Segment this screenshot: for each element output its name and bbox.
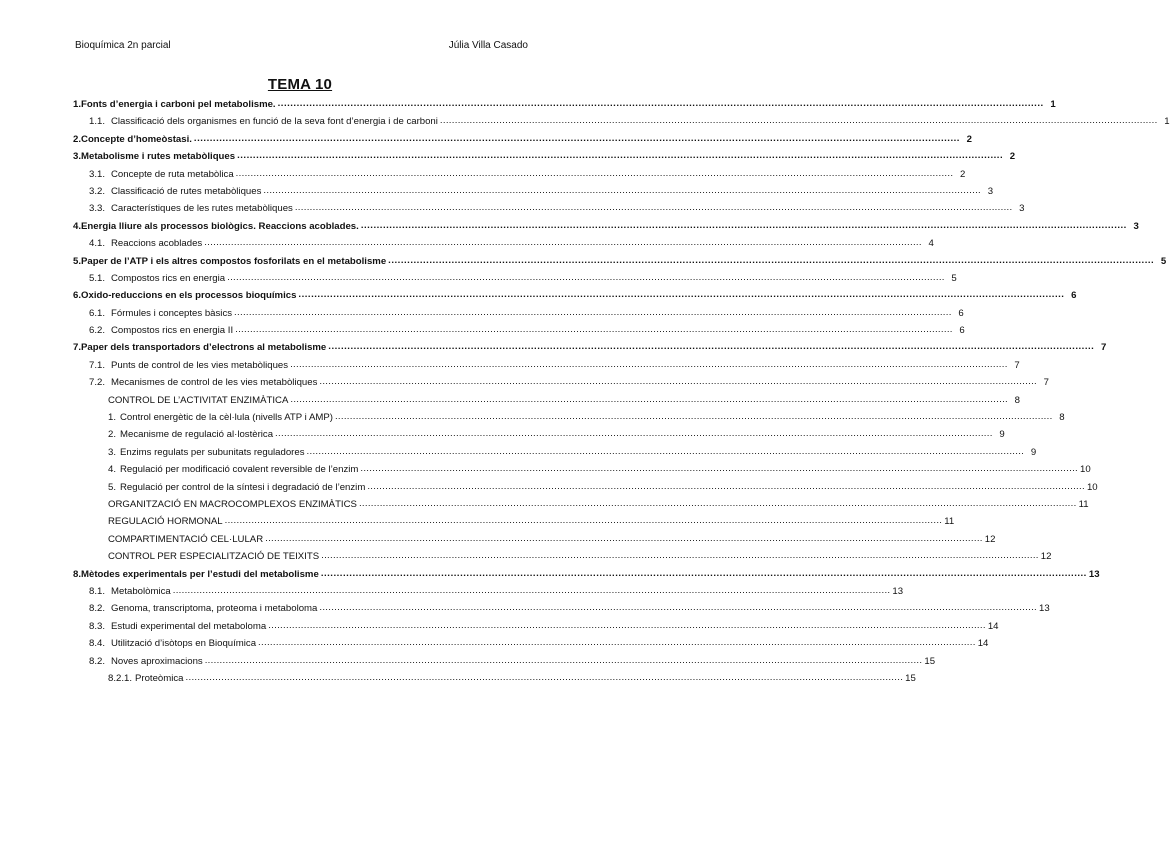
toc-entry[interactable] [73, 464, 1091, 481]
toc-entry-number: 3.2. [89, 185, 106, 197]
toc-entry[interactable] [73, 620, 999, 638]
toc-entry-number: 4. [108, 464, 117, 476]
toc-entry-title: Classificació de rutes metabòliques [111, 185, 262, 197]
toc-entry-page: 3 [987, 185, 994, 197]
toc-dot-leader [321, 568, 1087, 579]
toc-entry-number: 6.1. [89, 307, 106, 319]
toc-entry-number: 7. [73, 342, 82, 354]
toc-entry-title: CONTROL PER ESPECIALITZACIÓ DE TEIXITS [108, 551, 320, 563]
toc-entry-page: 11 [944, 516, 955, 528]
toc-dot-leader [440, 115, 1158, 126]
toc-entry-page: 11 [1078, 498, 1089, 510]
toc-entry-title: Utilització d’isòtops en Bioquímica [111, 638, 257, 650]
page-title: TEMA 10 [267, 76, 333, 93]
toc-entry-page: 8 [1059, 412, 1065, 424]
toc-entry-title: Proteòmica [135, 672, 184, 684]
toc-dot-leader [204, 237, 922, 248]
toc-entry-page: 3 [1019, 203, 1025, 215]
toc-entry-page: 7 [1014, 359, 1020, 371]
toc-entry-page: 10 [1080, 464, 1091, 476]
toc-entry[interactable] [73, 655, 936, 673]
toc-entry[interactable] [73, 498, 1089, 516]
toc-dot-leader [258, 637, 976, 648]
toc-entry-number: 2. [73, 133, 82, 145]
toc-entry[interactable] [73, 99, 1056, 116]
toc-entry-number: 8.3. [89, 620, 106, 632]
toc-dot-leader [227, 272, 945, 283]
toc-entry-title: Enzims regulats per subunitats reguladores [120, 446, 305, 458]
toc-dot-leader [225, 515, 943, 526]
toc-entry[interactable] [73, 603, 1050, 620]
toc-entry-page: 12 [984, 533, 996, 545]
toc-entry[interactable] [73, 585, 904, 603]
toc-dot-leader [237, 150, 1003, 161]
table-of-contents [73, 99, 1170, 690]
toc-entry-page: 7 [1043, 377, 1050, 389]
toc-entry-page: 2 [959, 168, 966, 180]
toc-entry-number: 8. [73, 568, 82, 580]
toc-entry-page: 1 [1164, 116, 1170, 128]
toc-entry[interactable] [73, 429, 1005, 446]
toc-entry-page: 14 [987, 620, 999, 632]
toc-entry-page: 6 [959, 325, 965, 337]
toc-dot-leader [234, 307, 952, 318]
toc-entry-number: 2. [108, 429, 117, 441]
toc-entry-page: 13 [892, 585, 904, 597]
toc-entry-title: Classificació dels organismes en funció de la seva font d’energia i de carboni [111, 116, 438, 128]
toc-entry-page: 5 [1160, 255, 1167, 267]
toc-entry-page: 9 [1030, 446, 1037, 458]
toc-dot-leader [319, 602, 1037, 613]
toc-dot-leader [295, 202, 1013, 213]
toc-dot-leader [275, 428, 993, 439]
toc-entry-title: Característiques de les rutes metabòliques [111, 203, 293, 215]
toc-dot-leader [361, 220, 1127, 231]
toc-entry-title: Control energètic de la cèl·lula (nivells ATP i AMP) [120, 412, 333, 424]
toc-dot-leader [360, 463, 1078, 474]
toc-dot-leader [205, 655, 923, 666]
toc-dot-leader [359, 498, 1077, 509]
toc-entry[interactable] [73, 325, 965, 342]
toc-entry-number: 5. [108, 481, 117, 493]
toc-entry[interactable] [73, 342, 1107, 359]
toc-entry-number: 1. [108, 412, 117, 424]
toc-entry-number: 8.2. [89, 655, 106, 667]
toc-entry-page: 5 [951, 272, 957, 284]
toc-entry-page: 3 [1133, 220, 1139, 232]
toc-dot-leader [335, 411, 1053, 422]
toc-entry-number: 4. [73, 220, 82, 232]
toc-entry[interactable] [73, 290, 1077, 307]
toc-entry-page: 4 [928, 238, 934, 250]
toc-entry-number: 3.3. [89, 203, 106, 215]
toc-entry[interactable] [73, 516, 955, 533]
toc-entry[interactable] [73, 672, 916, 690]
toc-entry-title: Paper dels transportadors d’electrons al metabolisme [81, 342, 327, 354]
header-author: Júlia Villa Casado [448, 40, 528, 51]
toc-entry-number: 3.1. [89, 168, 106, 180]
toc-entry-number: 8.2. [89, 603, 106, 615]
toc-entry-page: 6 [958, 307, 964, 319]
toc-entry-page: 9 [999, 429, 1005, 441]
toc-entry-title: Estudi experimental del metaboloma [111, 620, 267, 632]
toc-entry-title: COMPARTIMENTACIÓ CEL·LULAR [108, 533, 264, 545]
toc-dot-leader [328, 341, 1094, 352]
toc-entry-title: Regulació per modificació covalent reversible de l’enzim [120, 464, 359, 476]
toc-entry[interactable] [73, 412, 1065, 429]
toc-dot-leader [367, 481, 1085, 492]
toc-dot-leader [278, 98, 1044, 109]
toc-entry[interactable] [73, 481, 1098, 499]
toc-dot-leader [235, 324, 953, 335]
toc-entry-title: Regulació per control de la síntesi i degradació de l’enzim [120, 481, 366, 493]
toc-entry-number: 4.1. [89, 238, 106, 250]
toc-entry-number: 8.2.1. [108, 672, 133, 684]
toc-dot-leader [194, 133, 960, 144]
toc-entry[interactable] [73, 185, 994, 203]
toc-entry-number: 3. [73, 151, 82, 163]
toc-entry[interactable] [73, 220, 1139, 238]
toc-dot-leader [321, 550, 1039, 561]
toc-entry-title: Mecanisme de regulació al·lostèrica [120, 429, 274, 441]
toc-dot-leader [298, 289, 1064, 300]
toc-entry-title: ORGANITZACIÓ EN MACROCOMPLEXOS ENZIMÀTICS [108, 498, 357, 510]
toc-entry[interactable] [73, 168, 966, 186]
toc-entry-title: Noves aproximacions [111, 655, 203, 667]
toc-entry-title: Concepte de ruta metabòlica [111, 168, 234, 180]
toc-entry-title: Concepte d’homeòstasi. [81, 133, 192, 145]
toc-entry[interactable] [73, 272, 957, 290]
toc-entry-page: 1 [1050, 99, 1056, 110]
page-header [75, 40, 528, 54]
toc-entry-number: 6.2. [89, 325, 106, 337]
toc-entry-title: Compostos rics en energia [111, 272, 226, 284]
toc-entry[interactable] [73, 307, 964, 325]
toc-entry-page: 10 [1086, 481, 1098, 493]
toc-entry[interactable] [73, 203, 1025, 220]
toc-entry-page: 2 [1009, 151, 1016, 163]
toc-entry[interactable] [73, 238, 934, 255]
toc-dot-leader [388, 255, 1154, 266]
toc-entry-number: 8.4. [89, 638, 106, 650]
toc-entry-page: 6 [1071, 290, 1077, 302]
toc-entry[interactable] [73, 377, 1050, 394]
toc-dot-leader [307, 446, 1025, 457]
toc-entry[interactable] [73, 446, 1037, 464]
toc-entry-page: 13 [1039, 603, 1050, 615]
toc-entry-title: Oxido-reduccions en els processos bioquímics [81, 290, 297, 302]
toc-entry-number: 8.1. [89, 585, 106, 597]
toc-entry-title: CONTROL DE L’ACTIVITAT ENZIMÀTICA [108, 394, 289, 406]
toc-entry-page: 15 [905, 672, 916, 684]
toc-entry-number: 7.1. [89, 359, 106, 371]
toc-dot-leader [236, 168, 954, 179]
toc-entry-title: Mecanismes de control de les vies metabòliques [111, 377, 318, 389]
toc-entry[interactable] [73, 394, 1020, 412]
toc-entry[interactable] [73, 359, 1020, 377]
toc-entry-title: Punts de control de les vies metabòliques [111, 359, 289, 371]
toc-entry[interactable] [73, 551, 1052, 568]
toc-entry-number: 1.1. [89, 116, 106, 128]
toc-entry[interactable] [73, 568, 1100, 586]
toc-entry-page: 7 [1100, 342, 1107, 354]
toc-dot-leader [268, 620, 986, 631]
toc-entry-page: 14 [977, 638, 989, 650]
toc-entry-title: Genoma, transcriptoma, proteoma i metaboloma [111, 603, 318, 615]
toc-dot-leader [263, 185, 981, 196]
toc-entry-title: Compostos rics en energia II [111, 325, 234, 337]
toc-entry-title: REGULACIÓ HORMONAL [108, 516, 223, 528]
toc-entry-title: Reaccions acoblades [111, 238, 203, 250]
toc-entry-page: 13 [1088, 568, 1100, 580]
toc-entry-title: Fórmules i conceptes bàsics [111, 307, 233, 319]
toc-entry-title: Metabolòmica [111, 585, 171, 597]
toc-dot-leader [319, 376, 1037, 387]
toc-entry-title: Metabolisme i rutes metabòliques [81, 151, 236, 163]
toc-entry-number: 5.1. [89, 272, 106, 284]
toc-entry-page: 12 [1040, 551, 1052, 563]
toc-entry-title: Fonts d’energia i carboni pel metabolisme. [81, 99, 276, 110]
toc-dot-leader [173, 585, 891, 596]
toc-entry[interactable] [73, 255, 1167, 273]
toc-dot-leader [186, 672, 904, 683]
toc-entry[interactable] [73, 116, 1170, 133]
toc-entry-page: 2 [966, 133, 972, 145]
toc-entry-page: 8 [1014, 394, 1020, 406]
toc-dot-leader [290, 359, 1008, 370]
toc-entry-page: 15 [924, 655, 936, 667]
toc-dot-leader [290, 394, 1008, 405]
toc-entry-title: Mètodes experimentals per l’estudi del metabolisme [81, 568, 319, 580]
toc-entry[interactable] [73, 151, 1016, 168]
header-course: Bioquímica 2n parcial [75, 40, 171, 51]
toc-entry[interactable] [73, 133, 972, 151]
toc-entry-number: 6. [73, 290, 82, 302]
toc-entry-number: 1. [73, 99, 82, 110]
toc-entry[interactable] [73, 533, 996, 551]
toc-entry-title: Energia lliure als processos biològics. Reaccions acoblades. [81, 220, 359, 232]
toc-entry-number: 7.2. [89, 377, 106, 389]
toc-entry-title: Paper de l’ATP i els altres compostos fosforilats en el metabolisme [81, 255, 387, 267]
toc-entry-number: 3. [108, 446, 117, 458]
toc-entry[interactable] [73, 638, 989, 655]
toc-dot-leader [265, 533, 983, 544]
toc-entry-number: 5. [73, 255, 82, 267]
